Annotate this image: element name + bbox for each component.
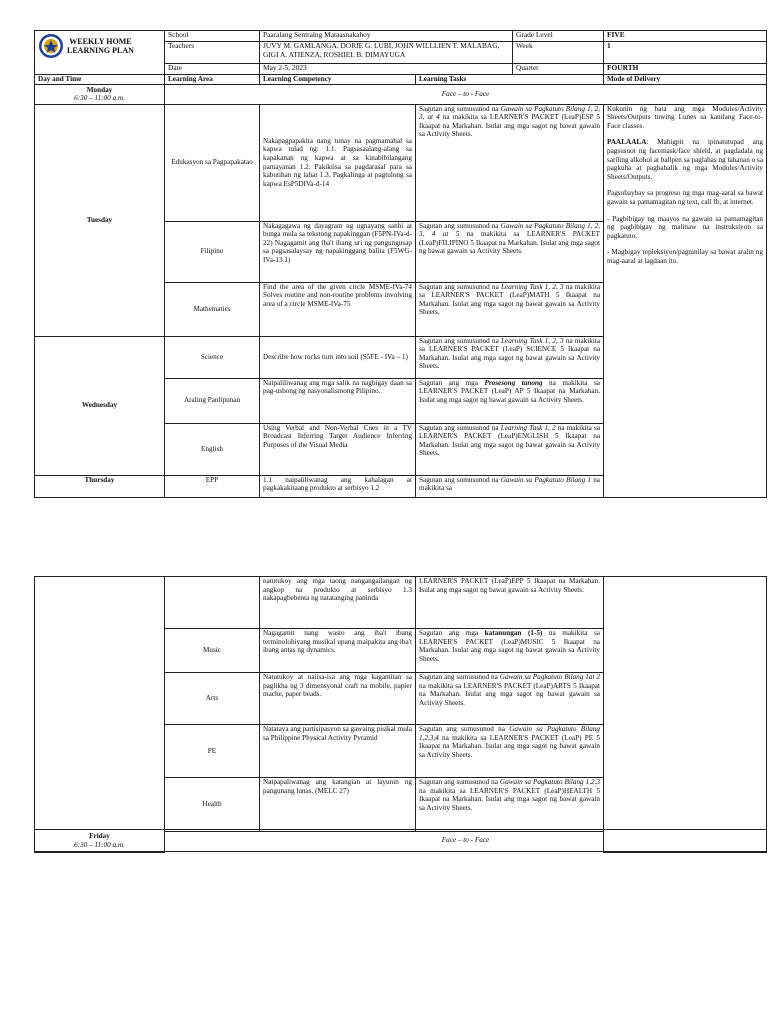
area-music: Music — [165, 629, 260, 673]
area-esp: Edukasyon sa Pagpapakatao — [165, 104, 260, 221]
competency-science: Describe how rocks turn into soil (S5FE - IVa – 1) — [260, 336, 416, 378]
date-value: May 2-5, 2023 — [260, 64, 513, 75]
task-mathematics: Sagutan ang sumusunod na Learning Task 1, 2, 3 na makikita sa LEARNER'S PACKET (LeaP)MATH 5 Ikaapat na Markahan. Isulat ang mga sagot ng bawat gawain sa Activity Sheets. — [416, 282, 604, 336]
task-arts: Sagutan ang sumusunod na Gawain sa Pagkatuto Bilang 1at 2 na makikita sa LEARNER'S PACKET (LeaP)ARTS 5 Ikaapat na Markahan. Isulat ang mga sagot ng bawat gawain sa Activity Sheets. — [416, 673, 604, 725]
area-english: English — [165, 423, 260, 475]
area-filipino: Filipino — [165, 221, 260, 282]
area-araling-panlipunan: Araling Panlipunan — [165, 378, 260, 423]
task-filipino: Sagutan ang sumusunod na Gawain sa Pagkatuto Bilang 1, 2, 3, 4 at 5 na makikita sa LEARNER'S PACKET (LeaP)FILIPINO 5 Ikaapat na Markahan. Isulat ang mga sagot ng bawat gawain sa Activity Sheets. — [416, 221, 604, 282]
week-value: 1 — [604, 42, 767, 64]
monday-cell: Monday 6:30 – 11:00 a.m. — [35, 84, 165, 104]
teachers-value: JUVY M. GAMLANGA, DORIE G. LUBI, JOHN WILLLIEN T. MALABAG, GIGI A. ATIENZA, ROSHIEL B. DIMAYUGA — [260, 42, 513, 64]
tuesday-cell: Tuesday — [35, 104, 165, 336]
deped-seal-icon — [38, 33, 64, 59]
week-label: Week — [513, 42, 604, 64]
task-pe: Sagutan ang sumusunod na Gawain sa Pagkatuto Bilang 1,2,3,4 na makikita sa LEARNER'S PACKET (LeaP) PE 5 Ikaapat na Markahan. Isulat ang mga sagot ng bawat gawain sa Activity Sheets. — [416, 725, 604, 778]
area-pe: PE — [165, 725, 260, 778]
competency-epp-part1: 1.1 naipaliliwanag ang kahalagan at pagkakakitaang produkto at serbisyo 1.2 — [260, 475, 416, 497]
task-epp-part1: Sagutan ang sumusunod na Gawain sa Pagkatuto Bilang 1 na makikita sa — [416, 475, 604, 497]
task-health: Sagutan ang sumusunod na Gawain sa Pagkatuto Bilang 1,2,3 na makikita sa LEARNER'S PACKET (LeaP)HEALTH 5 Ikaapat na Markahan. Isulat ang mga sagot ng bawat gawain sa Activity Sheets. — [416, 778, 604, 832]
mode-of-delivery-cell: Kukunin ng bata ang mga Modules/Activity Sheets/Outputs tuwing Lunes sa kanilang Face-to-Face classes. PAALAALA: Mahigpit na ipinatutupad ang pagsusuot ng facemask/face shield, at pagdadala ng sariling alkohol at ballpen sa paglabas ng tahanan o sa pagkuha at pagbabalik ng mga Modules/Activity Sheets/Outputs. Pagsubaybay sa progreso ng mga mag-aaral sa bawat gawain sa pamamagitan ng text, call fb, at internet. - Pagbibigay ng maayos na gawain sa pamamagitan ng pagbibigay ng malinaw na instruksiyon sa pagkatuto. - Magbigay repleksiyon/pagninilay sa bawat aralin ng mag-aaral at lagdaan ito. — [604, 104, 767, 497]
col-mode-of-delivery: Mode of Delivery — [604, 75, 767, 85]
grade-label: Grade Level — [513, 31, 604, 42]
task-esp: Sagutan ang sumusunod na Gawain sa Pagkatuto Bilang 1, 2, 3, at 4 na makikita sa LEARNER'S PACKET (LeaP)ESP 5 Ikaapat na Markahan. Isulat ang mga sagot ng bawat gawain sa Activity Sheets. — [416, 104, 604, 221]
plan-title: WEEKLY HOME LEARNING PLAN — [67, 37, 134, 55]
friday-face-to-face: Face – to - Face — [165, 830, 767, 852]
thursday-cell: Thursday — [35, 475, 165, 497]
thursday-continued-cell — [35, 577, 165, 853]
header-logo-block — [35, 31, 165, 75]
learning-plan-table-page1 — [34, 30, 767, 498]
competency-mathematics: Find the area of the given circle MSME-IVa-74 Solves routine and non-routine problems involving area of a circle MSME-IVa-75 — [260, 282, 416, 336]
area-epp: EPP — [165, 475, 260, 497]
learning-plan-table-page2 — [34, 576, 767, 853]
friday-table — [34, 829, 767, 852]
competency-filipino: Nakagagawa ng dayagram ng ugnayang sanhi at bunga mula sa tekstong napakinggan (F5PN-IVa-d-22) Nagagamit ang iba't ibang uri ng pangungusap sa pagsasalaysay ng napakinggang balita (F5WG-IVa-13.1) — [260, 221, 416, 282]
quarter-label: Quarter — [513, 64, 604, 75]
area-mathematics: Mathematics — [165, 282, 260, 336]
teachers-label: Teachers — [165, 42, 260, 64]
col-learning-tasks: Learning Tasks — [416, 75, 604, 85]
area-health: Health — [165, 778, 260, 832]
competency-esp: Nakapagpapakita nang tunay na pagmamahal sa kapwa tulad ng: 1.1. Pagsasaalang-alang sa kapakanan ng kapwa at sa kinabibilangang pamayanan 1.2. Pakikiisa sa pagdarasal para sa kabutihan ng lahat 1.3. Pagkalinga at pagtulong sa kapwa EsP5DIVa-d-14 — [260, 104, 416, 221]
quarter-value: FOURTH — [604, 64, 767, 75]
competency-music: Nagagamit nang wasto ang iba't ibang terminolohiyang musikal upang maipakita ang iba't ibang antas ng dynamics. — [260, 629, 416, 673]
grade-value: FIVE — [604, 31, 767, 42]
area-epp-continued — [165, 577, 260, 629]
competency-health: Naipapaliwanag ang katangian at layunin ng pangunang lunas. (MELC 27) — [260, 778, 416, 832]
task-science: Sagutan ang sumusunod na Learning Task 1, 2, 3 na makikita sa LEARNER'S PACKET (LeaP) SCIENCE 5 Ikaapat na Markahan. Isulat ang mga sagot ng bawat gawain sa Activity Sheets. — [416, 336, 604, 378]
task-english: Sagutan ang sumusunod na Learning Task 1, 2 na makikita sa LEARNER'S PACKET (LeaP)ENGLISH 5 Ikaapat na Markahan. Isulat ang mga sagot ng bawat gawain sa Activity Sheets. — [416, 423, 604, 475]
col-day-time: Day and Time — [35, 75, 165, 85]
task-epp-part2: LEARNER'S PACKET (LeaP)EPP 5 Ikaapat na Markahan. Isulat ang mga sagot ng bawat gawain sa Activity Sheets. — [416, 577, 604, 629]
area-arts: Arts — [165, 673, 260, 725]
wednesday-cell: Wednesday — [35, 336, 165, 475]
competency-pe: Natataya ang partisipasyon sa gawaing pisikal mula sa Philippine Physical Activity Pyramid — [260, 725, 416, 778]
school-label: School — [165, 31, 260, 42]
task-music: Sagutan ang mga katanungan (1-5) na makikita sa LEARNER'S PACKET (LeaP)MUSIC 5 Ikaapat na Markahan. Isulat ang mga sagot ng bawat gawain sa Activity Sheets. — [416, 629, 604, 673]
school-value: Paaralang Sentralng Mataasnakahoy — [260, 31, 513, 42]
competency-epp-part2: natutukoy ang mga taong nangangailangan ng angkop na produkto at serbisyo 1.3 nakapagbebenta ng natatanging paninda — [260, 577, 416, 629]
competency-english: Using Verbal and Non-Verbal Cues in a TV Broadcast Inferring Target Audience Inferring Purposes of the Visual Media — [260, 423, 416, 475]
mode-of-delivery-continued-cell — [604, 577, 767, 853]
competency-arts: Natutukoy at naiisa-isa ang mga kagamitan sa paglikha ng 3 dimensyonal craft na mobile, papier mache, paper beads. — [260, 673, 416, 725]
col-competency: Learning Competency — [260, 75, 416, 85]
date-label: Date — [165, 64, 260, 75]
area-science: Science — [165, 336, 260, 378]
monday-face-to-face: Face – to - Face — [165, 84, 767, 104]
task-araling-panlipunan: Sagutan ang mga Prosesong tanong na makikita sa LEARNER'S PACKET (LeaP) AP 5 Ikaapat na Markahan. Isulat ang mga sagot ng bawat gawain sa Activity Sheets. — [416, 378, 604, 423]
friday-cell: Friday 6:30 – 11:00 a.m. — [35, 830, 165, 852]
col-learning-area: Learning Area — [165, 75, 260, 85]
competency-araling-panlipunan: Naipaliliwanag ang mga salik na nagbigay daan sa pag-usbong ng nasyonalismong Pilipino. — [260, 378, 416, 423]
